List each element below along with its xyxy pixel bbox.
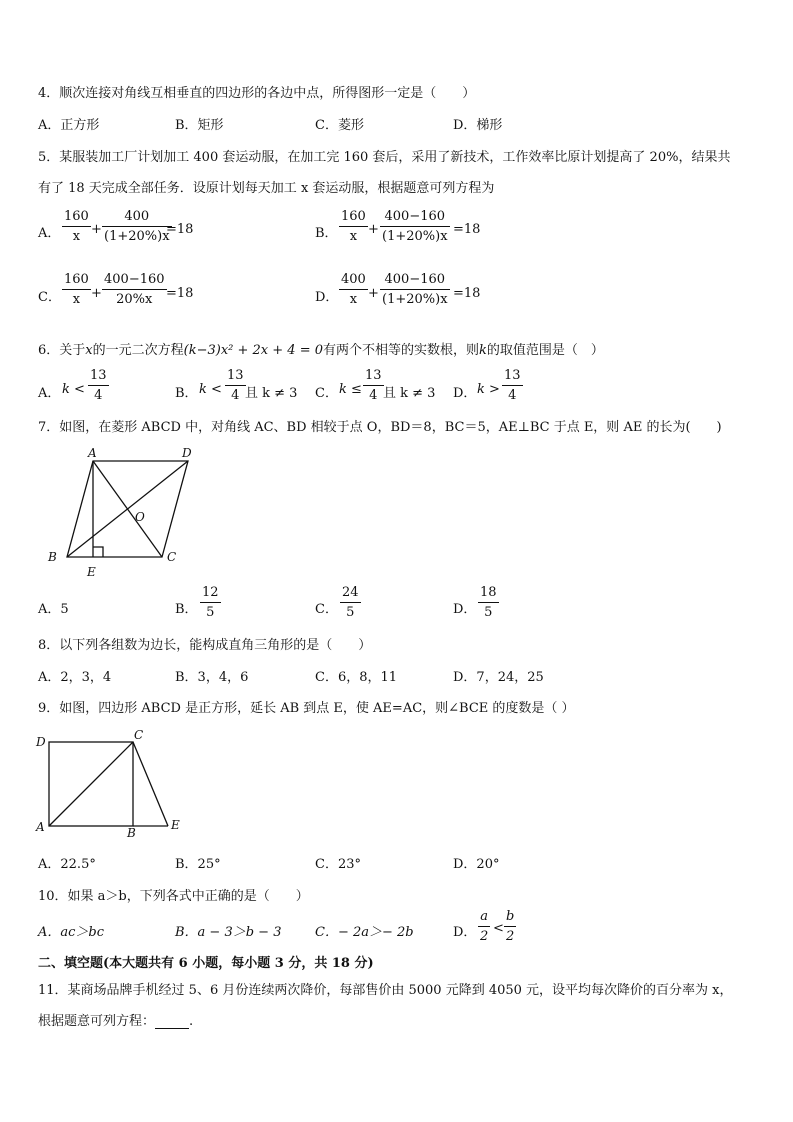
plus-sign: + [368, 222, 379, 237]
q9-option-a: A．22.5° [38, 857, 96, 872]
q5-stem-line1: 5．某服装加工厂计划加工 400 套运动服，在加工完 160 套后，采用了新技术，工作效率比原计划提高了 20%，结果共 [38, 150, 731, 165]
numerator: 160 [64, 209, 89, 224]
q5-option-d-label: D． [315, 290, 339, 305]
q7-option-d-label: D． [453, 602, 477, 617]
q5-stem-line2: 有了 18 天完成全部任务．设原计划每天加工 x 套运动服，根据题意可列方程为 [38, 181, 495, 196]
section-title: 二、填空题(本大题共有 6 小题，每小题 3 分，共 18 分) [38, 956, 374, 971]
q6-stem-part: 有两个不相等的实数根，则 [322, 343, 479, 358]
q4-option-d: D．梯形 [453, 118, 503, 133]
denominator: 5 [206, 605, 215, 620]
denominator: 5 [346, 605, 355, 620]
q6-a-fraction [88, 369, 109, 402]
q9-option-d: D．20° [453, 857, 500, 872]
q9-option-c: C．23° [315, 857, 361, 872]
equals-18: =18 [166, 286, 194, 301]
denominator: 20%x [116, 292, 153, 307]
plus-sign: + [368, 286, 379, 301]
q6-c-tail: 且 k ≠ 3 [383, 386, 436, 401]
label-a: A [36, 820, 45, 834]
equals-18: =18 [453, 286, 481, 301]
numerator: 400 [341, 272, 366, 287]
q6-d-expr: k > [477, 382, 500, 397]
denominator: (1+20%)x [382, 292, 448, 307]
denominator: 2 [480, 929, 489, 944]
q4-option-c: C．菱形 [315, 118, 364, 133]
numerator: b [506, 909, 515, 924]
denominator: x [72, 292, 81, 307]
denominator: 4 [508, 388, 517, 403]
q5-c-fraction-1 [62, 273, 91, 306]
q10-option-a: A．ac＞bc [38, 925, 105, 940]
q4-option-a: A．正方形 [38, 118, 100, 133]
label-d: D [36, 735, 46, 749]
denominator: x [72, 229, 81, 244]
q8-option-c: C．6，8，11 [315, 670, 398, 685]
numerator: 12 [202, 585, 219, 600]
q6-option-a-label: A． [38, 386, 61, 401]
numerator: 13 [504, 368, 521, 383]
right-angle-mark [93, 547, 103, 557]
q7-stem: 7．如图，在菱形 ABCD 中，对角线 AC、BD 相较于点 O，BD＝8，BC＝5，AE⊥BC 于点 E，则 AE 的长为( ) [38, 420, 722, 435]
equals-18: =18 [453, 222, 481, 237]
label-c: C [167, 550, 177, 564]
q6-option-c-label: C． [315, 386, 338, 401]
q5-b-fraction-2 [380, 210, 450, 243]
numerator: 13 [90, 368, 107, 383]
denominator: (1+20%)x [382, 229, 448, 244]
label-e: E [171, 818, 180, 832]
q8-option-d: D．7，24，25 [453, 670, 544, 685]
numerator: 400−160 [104, 272, 165, 287]
q6-b-fraction [225, 369, 246, 402]
q4-option-b: B．矩形 [175, 118, 224, 133]
q5-a-fraction-1 [62, 210, 91, 243]
q7-rhombus-figure [40, 443, 210, 583]
q5-option-b-label: B． [315, 226, 338, 241]
q11-stem-line1: 11．某商场品牌手机经过 5、6 月份连续两次降价，每部售价由 5000 元降到 4050 元，设平均每次降价的百分率为 x， [38, 983, 733, 998]
q11-stem-line2 [38, 1010, 193, 1029]
label-a: A [88, 446, 97, 460]
denominator: 4 [369, 388, 378, 403]
q9-option-b: B．25° [175, 857, 221, 872]
label-c: C [134, 728, 144, 742]
variable-k: k [479, 343, 487, 358]
q7-c-fraction [340, 586, 361, 619]
q10-stem: 10．如果 a＞b，下列各式中正确的是（ ） [38, 889, 309, 904]
q6-a-expr: k < [62, 382, 85, 397]
denominator: 5 [484, 605, 493, 620]
label-e: E [87, 565, 96, 579]
numerator: 24 [342, 585, 359, 600]
plus-sign: + [91, 286, 102, 301]
q5-d-fraction-1 [339, 273, 368, 306]
less-than: < [493, 921, 504, 936]
q6-b-expr: k < [199, 382, 222, 397]
q10-option-d-label: D． [453, 925, 477, 940]
q5-option-c-label: C． [38, 290, 61, 305]
q6-stem-part: 的取值范围是（ ） [486, 343, 604, 358]
q6-b-tail: 且 k ≠ 3 [245, 386, 298, 401]
q7-option-c-label: C． [315, 602, 338, 617]
q6-option-d-label: D． [453, 386, 477, 401]
q8-stem: 8．以下列各组数为边长，能构成直角三角形的是（ ） [38, 638, 372, 653]
equals-18: =18 [166, 222, 194, 237]
numerator: 160 [341, 209, 366, 224]
q5-option-a-label: A． [38, 226, 61, 241]
numerator: 400−160 [384, 272, 446, 287]
numerator: 18 [480, 585, 497, 600]
q11-period: . [189, 1014, 194, 1029]
numerator: 13 [365, 368, 382, 383]
q10-d-fraction-2 [504, 910, 516, 943]
q6-c-fraction [363, 369, 384, 402]
q6-stem-part: 6．关于 [38, 343, 86, 358]
numerator: 160 [64, 272, 89, 287]
q5-a-fraction-2 [102, 210, 172, 243]
diagonal-bd [67, 461, 188, 557]
q6-option-b-label: B． [175, 386, 198, 401]
numerator: 400−160 [384, 209, 446, 224]
variable-x: x [85, 343, 93, 358]
q11-stem-text: 根据题意可列方程： [38, 1014, 156, 1029]
numerator: a [480, 909, 489, 924]
denominator: (1+20%)x [104, 229, 170, 244]
denominator: 2 [506, 929, 515, 944]
label-b: B [127, 826, 136, 840]
denominator: 4 [94, 388, 103, 403]
label-b: B [48, 550, 57, 564]
label-o: O [135, 510, 145, 524]
diagonal-ac [49, 742, 133, 826]
q9-stem: 9．如图，四边形 ABCD 是正方形，延长 AB 到点 E，使 AE=AC，则∠BCE 的度数是（ ） [38, 701, 575, 716]
q6-stem [38, 339, 604, 358]
q6-equation: (k−3)x² + 2x + 4 = 0 [183, 343, 323, 358]
q8-option-b: B．3，4，6 [175, 670, 249, 685]
q7-d-fraction [478, 586, 499, 619]
q7-b-fraction [200, 586, 221, 619]
q9-square-figure [34, 725, 194, 840]
q10-d-fraction-1 [478, 910, 490, 943]
q10-option-c: C．− 2a＞− 2b [315, 925, 414, 940]
q5-b-fraction-1 [339, 210, 368, 243]
q4-stem: 4．顺次连接对角线互相垂直的四边形的各边中点，所得图形一定是（ ） [38, 86, 476, 101]
q8-option-a: A．2，3，4 [38, 670, 112, 685]
answer-blank[interactable] [155, 1016, 189, 1029]
q6-d-fraction [502, 369, 523, 402]
numerator: 13 [227, 368, 244, 383]
q7-option-b-label: B． [175, 602, 198, 617]
segment-ce [133, 742, 168, 826]
q6-c-expr: k ≤ [339, 382, 362, 397]
denominator: x [349, 229, 358, 244]
plus-sign: + [91, 222, 102, 237]
q5-c-fraction-2 [102, 273, 167, 306]
denominator: x [349, 292, 358, 307]
q7-option-a: A．5 [38, 602, 69, 617]
q10-option-b: B．a − 3＞b − 3 [175, 925, 282, 940]
q5-d-fraction-2 [380, 273, 450, 306]
q6-stem-part: 的一元二次方程 [92, 343, 184, 358]
denominator: 4 [231, 388, 240, 403]
numerator: 400 [124, 209, 150, 224]
label-d: D [182, 446, 192, 460]
